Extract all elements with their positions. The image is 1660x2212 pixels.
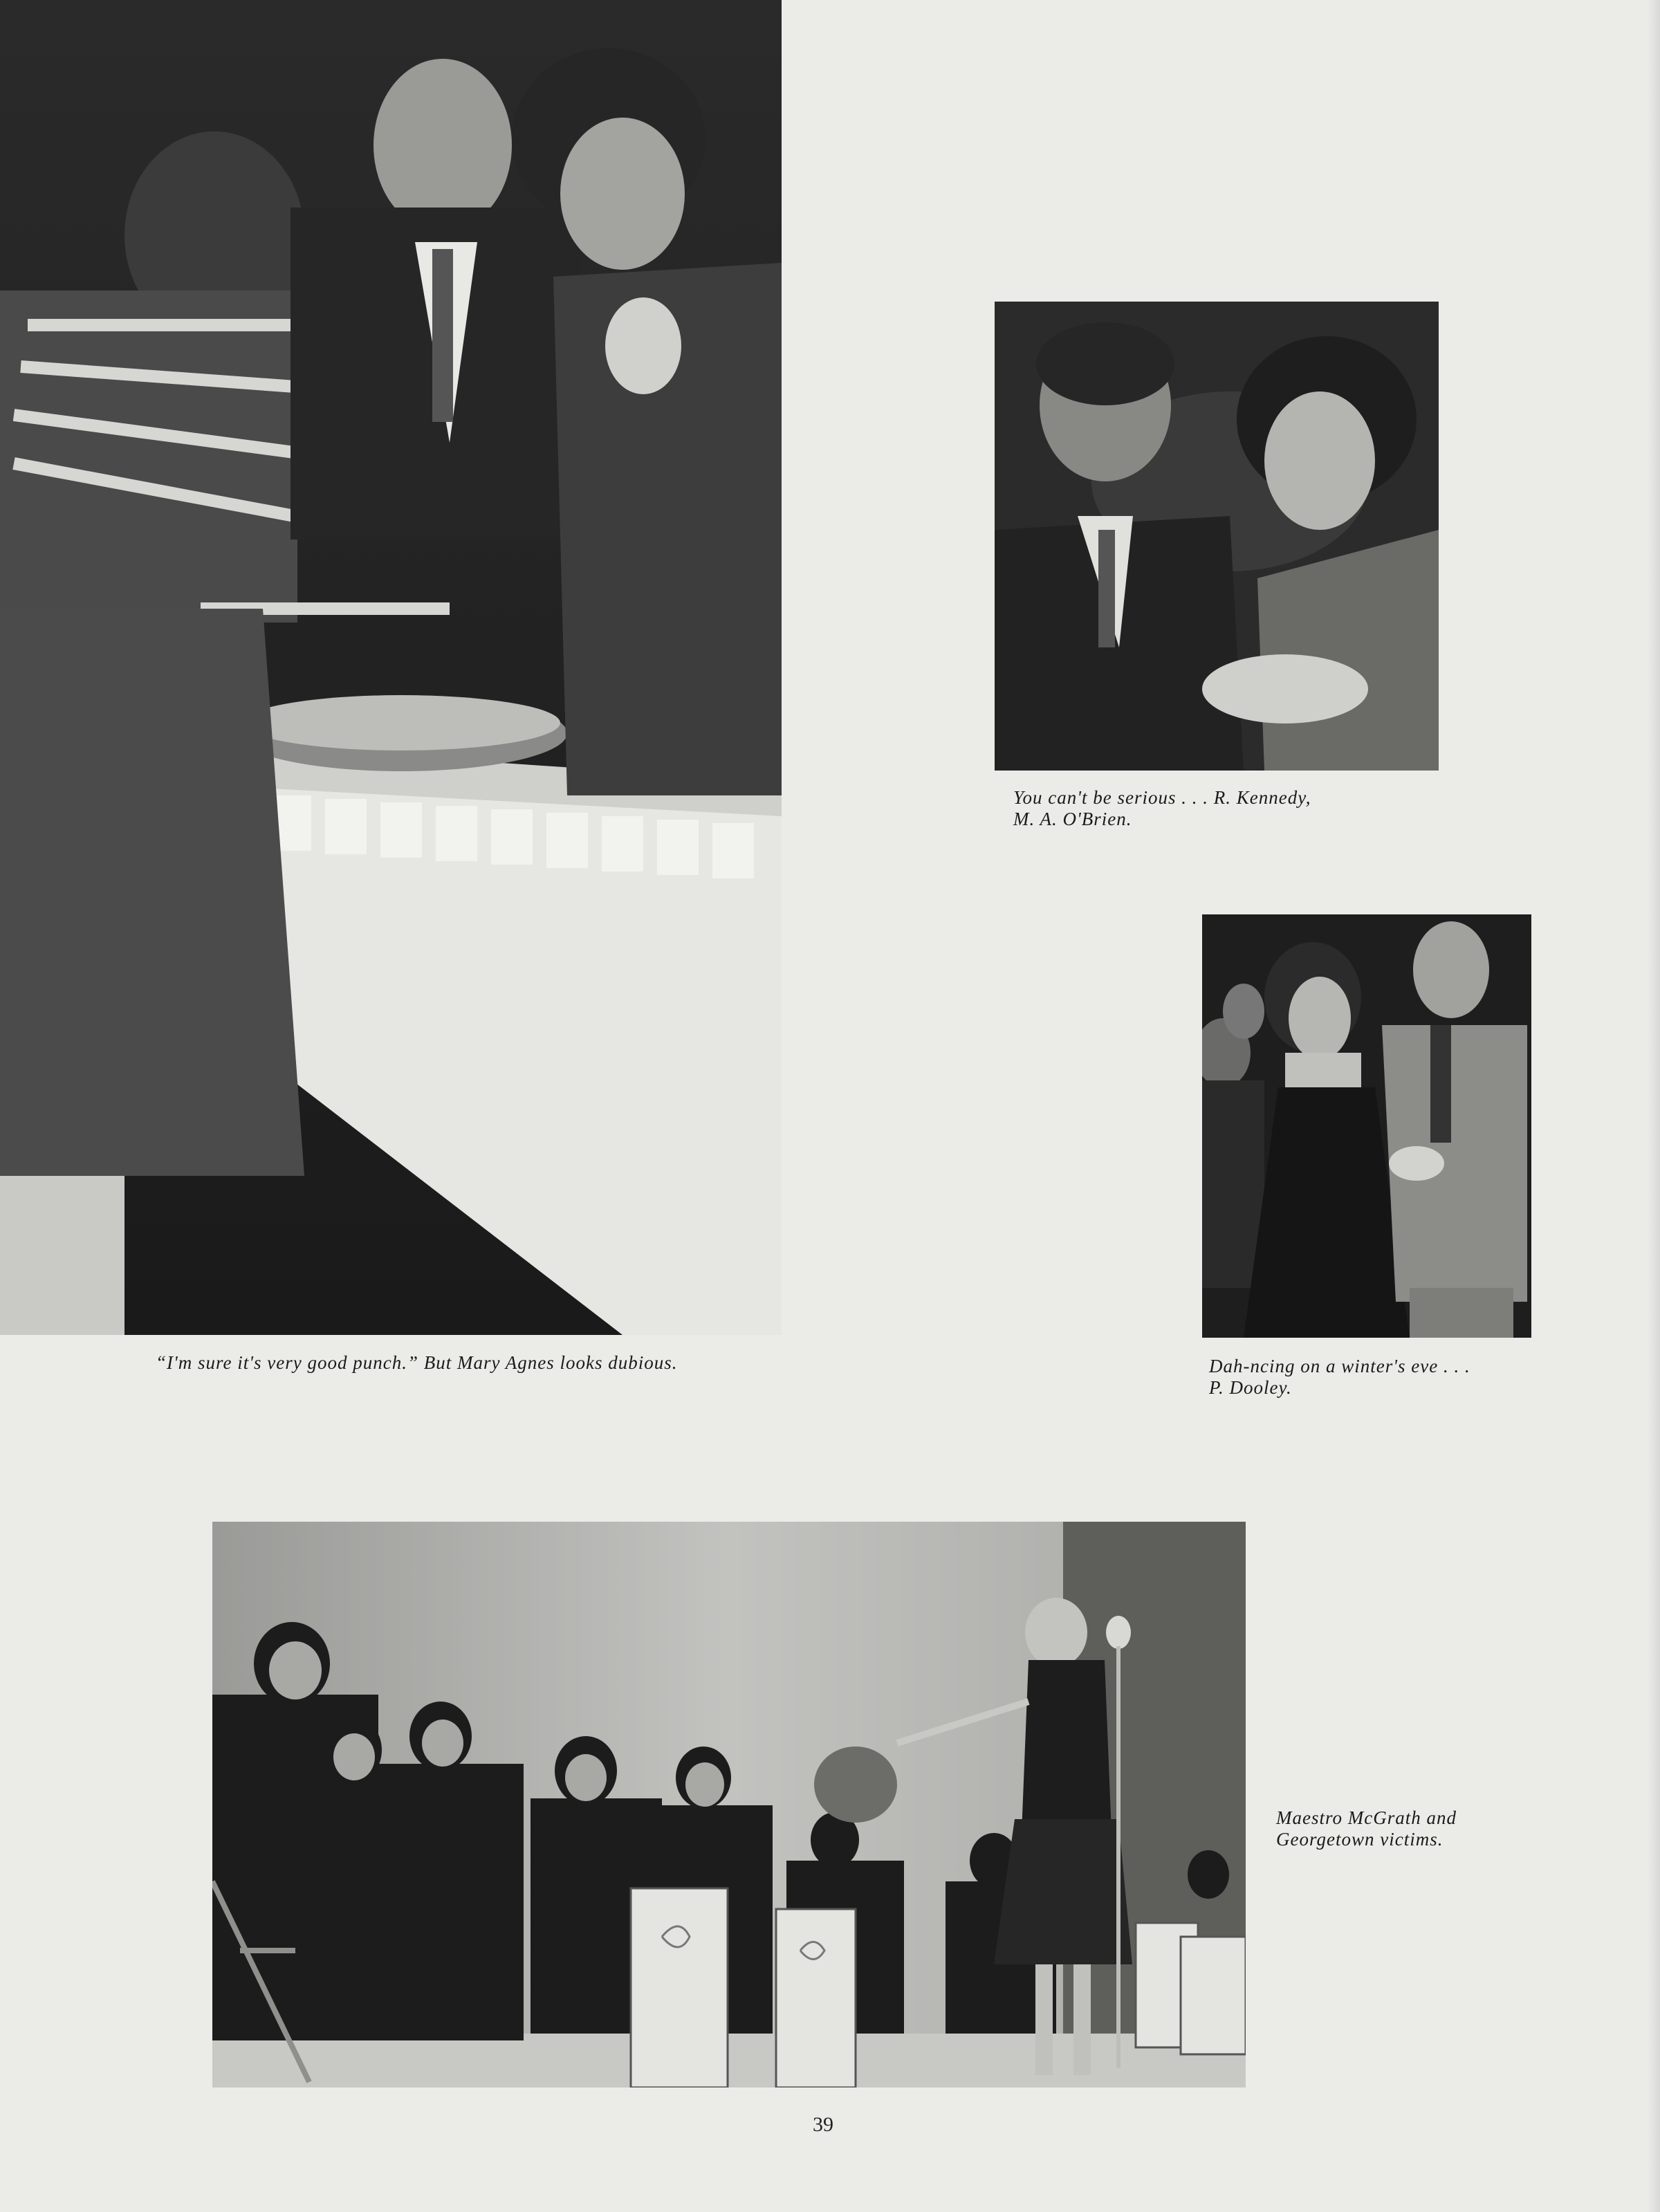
band-image: [212, 1522, 1246, 2087]
dooley-caption-line2: P. Dooley.: [1209, 1377, 1292, 1398]
punch-table-image: [0, 0, 782, 1335]
kennedy-caption-line1: You can't be serious . . . R. Kennedy,: [1013, 787, 1311, 808]
kennedy-obrien-photo: [995, 302, 1439, 771]
band-caption-line1: Maestro McGrath and: [1276, 1807, 1457, 1828]
page-edge-shadow: [1648, 0, 1660, 2212]
band-caption-line2: Georgetown victims.: [1276, 1829, 1444, 1850]
kennedy-caption-line2: M. A. O'Brien.: [1013, 809, 1132, 829]
punch-caption: “I'm sure it's very good punch.” But Mary Agnes looks dubious.: [156, 1352, 678, 1373]
dooley-caption-line1: Dah-ncing on a winter's eve . . .: [1209, 1356, 1470, 1376]
page-number: 39: [813, 2113, 833, 2136]
kennedy-obrien-image: [995, 302, 1439, 771]
punch-table-photo: [0, 0, 782, 1335]
band-photo: [212, 1522, 1246, 2087]
dooley-dance-image: [1202, 914, 1531, 1338]
dooley-dance-photo: [1202, 914, 1531, 1338]
